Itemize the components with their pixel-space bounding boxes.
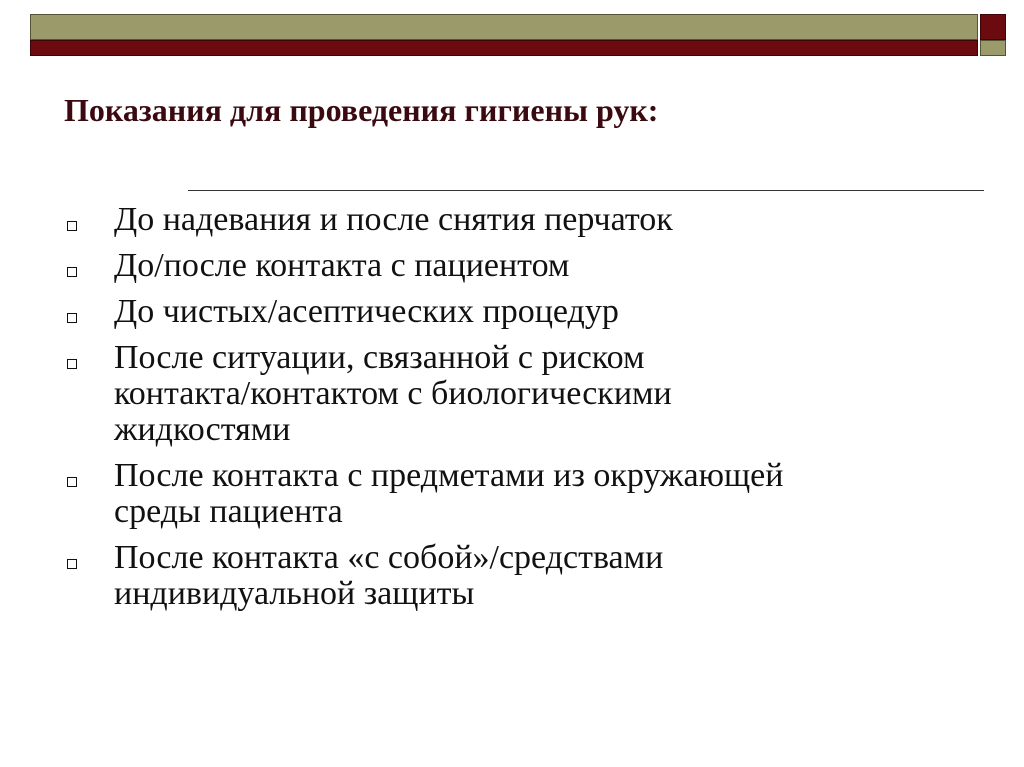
header-square-olive: [980, 40, 1006, 56]
list-item-text: индивидуальной защиты: [114, 575, 475, 612]
header-bar-olive: [30, 14, 978, 40]
list-item: [64, 458, 964, 530]
list-item-text: До/после контакта с пациентом: [114, 247, 570, 284]
hollow-square-bullet-icon: [67, 559, 77, 569]
hollow-square-bullet-icon: [67, 477, 77, 487]
header-bar-maroon: [30, 40, 978, 56]
list-item-text: жидкостями: [114, 411, 291, 448]
list-item: [64, 340, 964, 448]
list-item: [64, 540, 964, 612]
hollow-square-bullet-icon: [67, 221, 77, 231]
list-item-text: среды пациента: [114, 493, 343, 530]
list-item-text: До надевания и после снятия перчаток: [114, 201, 673, 238]
list-item: [64, 202, 964, 238]
slide-title: Показания для проведения гигиены рук:: [64, 92, 659, 128]
list-item-text: контакта/контактом с биологическими: [114, 375, 672, 412]
hollow-square-bullet-icon: [67, 267, 77, 277]
list-item: [64, 294, 964, 330]
list-item-text: После контакта «с собой»/средствами: [114, 539, 664, 576]
list-item: [64, 248, 964, 284]
header-square-maroon: [980, 14, 1006, 40]
hollow-square-bullet-icon: [67, 359, 77, 369]
title-divider: [188, 190, 984, 191]
indications-list: [64, 202, 964, 622]
list-item-text: До чистых/асептических процедур: [114, 293, 619, 330]
hollow-square-bullet-icon: [67, 313, 77, 323]
list-item-text: После ситуации, связанной с риском: [114, 339, 645, 376]
list-item-text: После контакта с предметами из окружающей: [114, 457, 784, 494]
